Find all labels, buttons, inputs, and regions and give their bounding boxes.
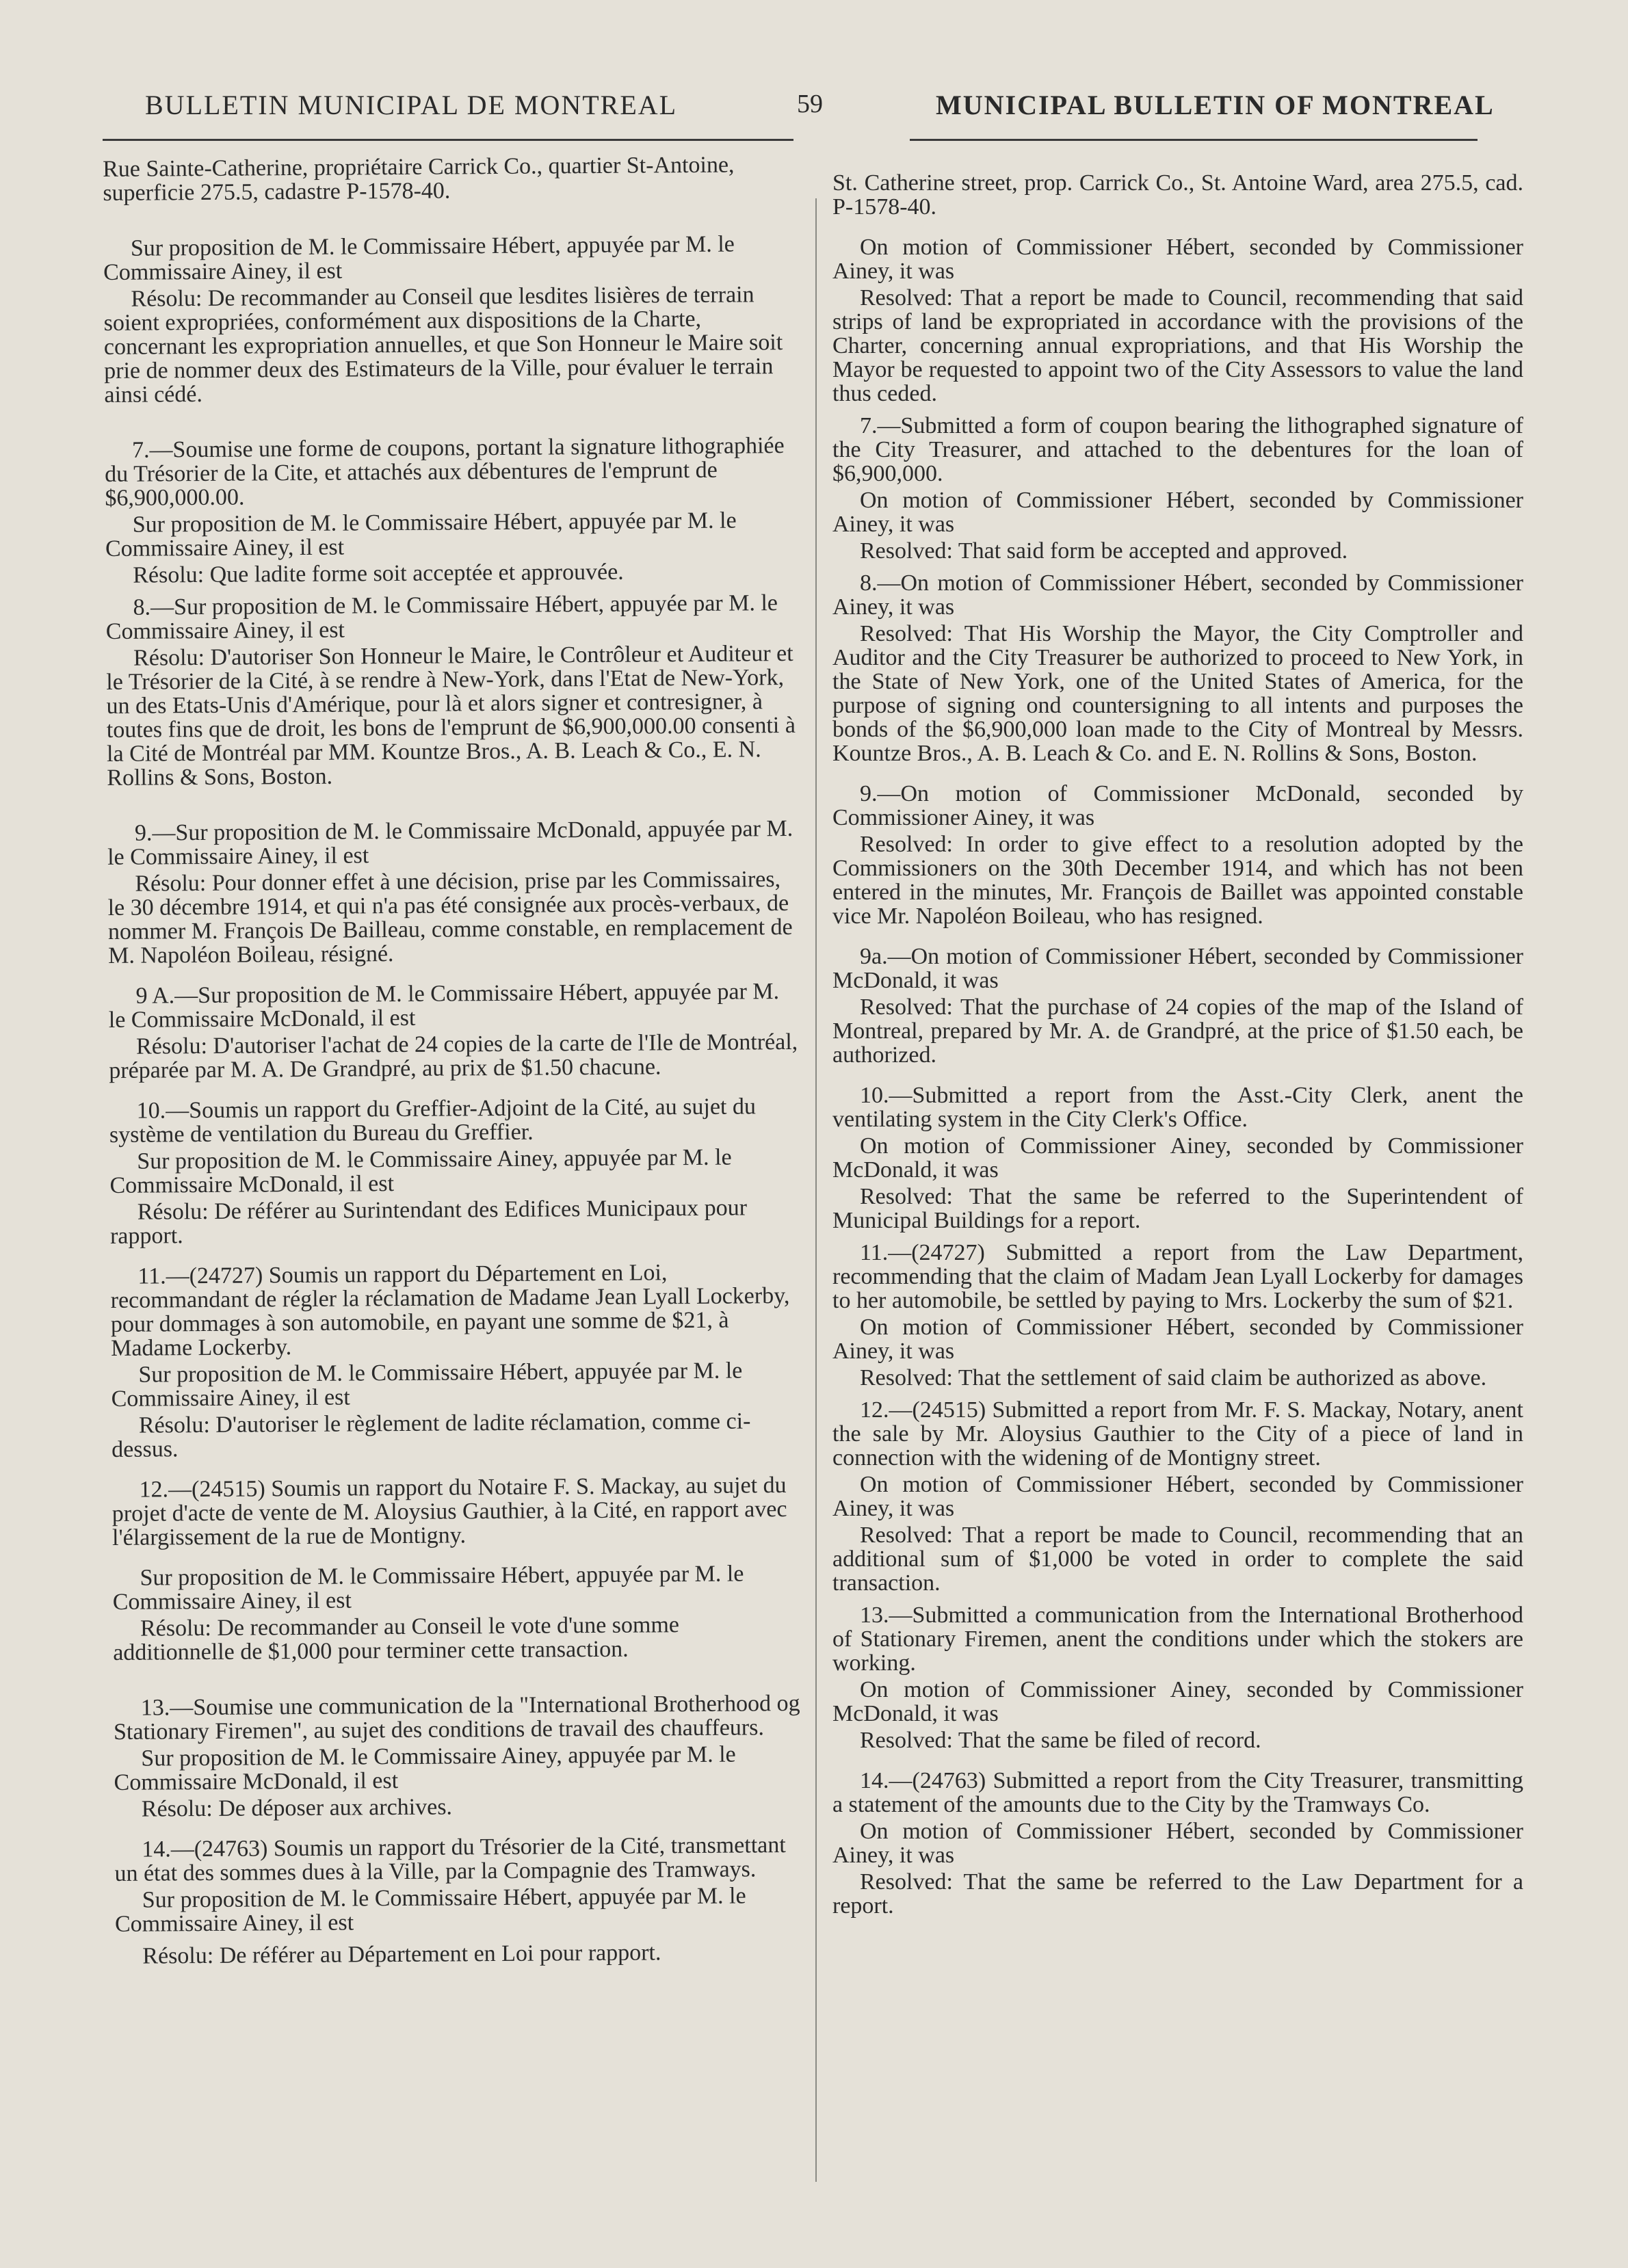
en-paragraph: On motion of Commissioner Hébert, seconded by Commissioner Ainey, it was	[832, 1819, 1523, 1868]
fr-paragraph: Résolu: De recommander au Conseil le vote d'une somme additionnelle de $1,000 pour terminer cette transaction.	[113, 1612, 680, 1665]
fr-paragraph: Résolu: Pour donner effet à une décision, prise par les Commissaires, le 30 décembre 1914, et qui n'a pas été consignée aux procès-verbaux, de nommer M. François De Bailleau, comme constable, en remplacement de M. Napoléon Boileau, résigné.	[107, 867, 793, 968]
fr-paragraph: 12.—(24515) Soumis un rapport du Notaire F. S. Mackay, au sujet du projet d'acte de vente de M. Aloysius Gauthier, à la Cité, en rapport avec l'élargissement de la rue de Montigny.	[111, 1473, 787, 1551]
en-paragraph: On motion of Commissioner Hébert, seconded by Commissioner Ainey, it was	[832, 1472, 1523, 1521]
fr-paragraph: Résolu: De référer au Surintendant des Edifices Municipaux pour rapport.	[109, 1195, 748, 1249]
header-rule-right	[910, 139, 1478, 141]
fr-paragraph: Résolu: De référer au Département en Loi pour rapport.	[142, 1940, 661, 1969]
fr-paragraph: 10.—Soumis un rapport du Greffier-Adjoint de la Cité, au sujet du système de ventilation du Bureau du Greffier.	[109, 1094, 757, 1148]
en-paragraph: St. Catherine street, prop. Carrick Co., St. Antoine Ward, area 275.5, cad. P-1578-40.	[832, 170, 1523, 220]
en-paragraph: On motion of Commissioner Hébert, seconded by Commissioner Ainey, it was	[832, 1315, 1523, 1364]
en-paragraph: Resolved: That a report be made to Council, recommending that an additional sum of $1,000 be voted in order to complete the said transaction.	[832, 1522, 1523, 1596]
fr-paragraph: Sur proposition de M. le Commissaire Hébert, appuyée par M. le Commissaire Ainey, il est	[105, 507, 737, 562]
french-running-title: BULLETIN MUNICIPAL DE MONTREAL	[145, 90, 678, 120]
en-paragraph: Resolved: That the same be filed of record.	[860, 1728, 1261, 1753]
fr-paragraph: Sur proposition de M. le Commissaire Ainey, appuyée par M. le Commissaire McDonald, il est	[114, 1741, 736, 1795]
fr-paragraph: 7.—Soumise une forme de coupons, portant la signature lithographiée du Trésorier de la Cite, et attachés aux débentures de l'emprunt de $6,900,000.00.	[105, 433, 785, 511]
fr-paragraph: Résolu: Que ladite forme soit acceptée et approuvée.	[133, 559, 624, 588]
fr-paragraph: 13.—Soumise une communication de la "International Brotherhood og Stationary Firemen", au sujet des conditions de travail des chauffeurs.	[113, 1690, 800, 1745]
en-paragraph: Resolved: That His Worship the Mayor, the City Comptroller and Auditor and the City Treasurer be authorized to proceed to New York, in the State of New York, one of the United States of America, for the purpose of signing ond countersigning to all intents and purposes the bonds of the $6,900,000 loan made to the City of Montreal by Messrs. Kountze Bros., A. B. Leach & Co. and E. N. Rollins & Sons, Boston.	[832, 621, 1523, 766]
fr-paragraph: Sur proposition de M. le Commissaire Hébert, appuyée par M. le Commissaire Ainey, il est	[111, 1358, 743, 1412]
english-running-title: MUNICIPAL BULLETIN OF MONTREAL	[936, 90, 1495, 120]
en-paragraph: Resolved: That said form be accepted and approved.	[860, 538, 1348, 564]
en-paragraph: 9.—On motion of Commissioner McDonald, seconded by Commissioner Ainey, it was	[832, 781, 1523, 830]
en-paragraph: 13.—Submitted a communication from the International Brotherhood of Stationary Firemen, anent the conditions under which the stokers are working.	[832, 1603, 1523, 1676]
en-paragraph: On motion of Commissioner Ainey, seconded by Commissioner McDonald, it was	[832, 1133, 1523, 1183]
fr-paragraph: Résolu: De recommander au Conseil que lesdites lisières de terrain soient expropriées, conformément aux dispositions de la Charte, concernant les expropriation annuelles, et que Son Honneur le Maire soit prie de nommer deux des Estimateurs de la Ville, pour évaluer le terrain ainsi cédé.	[103, 282, 783, 408]
en-paragraph: 11.—(24727) Submitted a report from the Law Department, recommending that the claim of Madam Jean Lyall Lockerby for damages to her automobile, be settled by paying to Mrs. Lockerby the sum of $21.	[832, 1240, 1523, 1313]
page-number: 59	[797, 90, 823, 118]
fr-paragraph: Résolu: D'autoriser l'achat de 24 copies de la carte de l'Ile de Montréal, préparée par M. A. De Grandpré, au prix de $1.50 chacune.	[109, 1029, 798, 1083]
en-paragraph: Resolved: That a report be made to Council, recommending that said strips of land be expropriated in accordance with the provisions of the Charter, concerning annual expropriations, and that His Worship the Mayor be requested to appoint two of the City Assessors to value the land thus ceded.	[832, 285, 1523, 406]
fr-paragraph: Sur proposition de M. le Commissaire Hébert, appuyée par M. le Commissaire Ainey, il est	[103, 231, 735, 285]
french-column	[103, 153, 806, 1968]
en-paragraph: 9a.—On motion of Commissioner Hébert, seconded by Commissioner McDonald, it was	[832, 944, 1523, 993]
fr-paragraph: 11.—(24727) Soumis un rapport du Département en Loi, recommandant de régler la réclamation de Madame Jean Lyall Lockerby, pour dommages à son automobile, en payant une somme de $21, à Madame Lockerby.	[110, 1260, 790, 1361]
fr-paragraph: 14.—(24763) Soumis un rapport du Trésorier de la Cité, transmettant un état des sommes dues à la Ville, par la Compagnie des Tramways.	[114, 1832, 786, 1886]
en-paragraph: Resolved: In order to give effect to a resolution adopted by the Commissioners on the 30th December 1914, and which has not been entered in the minutes, Mr. François de Baillet was appointed constable vice Mr. Napoléon Boileau, who has resigned.	[832, 832, 1523, 929]
fr-paragraph: 8.—Sur proposition de M. le Commissaire Hébert, appuyée par M. le Commissaire Ainey, il est	[105, 590, 778, 644]
fr-paragraph: Résolu: De déposer aux archives.	[141, 1794, 453, 1822]
header-rule-left	[103, 139, 793, 141]
english-column	[832, 171, 1523, 1918]
fr-paragraph: Sur proposition de M. le Commissaire Ainey, appuyée par M. le Commissaire McDonald, il est	[109, 1144, 732, 1198]
fr-paragraph: Sur proposition de M. le Commissaire Hébert, appuyée par M. le Commissaire Ainey, il est	[112, 1561, 744, 1615]
en-paragraph: Resolved: That the same be referred to the Superintendent of Municipal Buildings for a report.	[832, 1184, 1523, 1233]
en-paragraph: On motion of Commissioner Hébert, seconded by Commissioner Ainey, it was	[832, 488, 1523, 537]
fr-paragraph: Résolu: D'autoriser le règlement de ladite réclamation, comme ci-dessus.	[111, 1408, 751, 1462]
en-paragraph: Resolved: That the same be referred to the Law Department for a report.	[832, 1869, 1523, 1918]
en-paragraph: 7.—Submitted a form of coupon bearing the lithographed signature of the City Treasurer, and attached to the debentures for the loan of $6,900,000.	[832, 413, 1523, 486]
fr-paragraph: 9 A.—Sur proposition de M. le Commissaire Hébert, appuyée par M. le Commissaire McDonald, il est	[108, 979, 780, 1033]
en-paragraph: On motion of Commissioner Hébert, seconded by Commissioner Ainey, it was	[832, 235, 1523, 284]
page-header	[0, 89, 1628, 130]
en-paragraph: On motion of Commissioner Ainey, seconded by Commissioner McDonald, it was	[832, 1677, 1523, 1726]
en-paragraph: 8.—On motion of Commissioner Hébert, seconded by Commissioner Ainey, it was	[832, 570, 1523, 620]
column-divider	[815, 198, 817, 2182]
en-paragraph: 12.—(24515) Submitted a report from Mr. F. S. Mackay, Notary, anent the sale by Mr. Aloysius Gauthier to the City of a piece of land in connection with the widening of de Montigny street.	[832, 1397, 1523, 1471]
fr-paragraph: Rue Sainte-Catherine, propriétaire Carrick Co., quartier St-Antoine, superficie 275.5, cadastre P-1578-40.	[102, 152, 735, 206]
en-paragraph: 10.—Submitted a report from the Asst.-City Clerk, anent the ventilating system in the City Clerk's Office.	[832, 1083, 1523, 1132]
fr-paragraph: 9.—Sur proposition de M. le Commissaire McDonald, appuyée par M. le Commissaire Ainey, il est	[107, 815, 793, 870]
en-paragraph: Resolved: That the purchase of 24 copies of the map of the Island of Montreal, prepared by Mr. A. de Grandpré, at the price of $1.50 each, be authorized.	[832, 994, 1523, 1068]
en-paragraph: 14.—(24763) Submitted a report from the City Treasurer, transmitting a statement of the amounts due to the City by the Tramways Co.	[832, 1768, 1523, 1817]
en-paragraph: Resolved: That the settlement of said claim be authorized as above.	[860, 1365, 1487, 1390]
fr-paragraph: Résolu: D'autoriser Son Honneur le Maire, le Contrôleur et Auditeur et le Trésorier de la Cité, à se rendre à New-York, dans l'Etat de New-York, un des Etats-Unis d'Amérique, pour là et alors signer et contresigner, à toutes fins que de droit, les bons de l'emprunt de $6,900,000.00 consenti à la Cité de Montréal par MM. Kountze Bros., A. B. Leach & Co., E. N. Rollins & Sons, Boston.	[106, 640, 796, 791]
fr-paragraph: Sur proposition de M. le Commissaire Hébert, appuyée par M. le Commissaire Ainey, il est	[114, 1883, 746, 1937]
